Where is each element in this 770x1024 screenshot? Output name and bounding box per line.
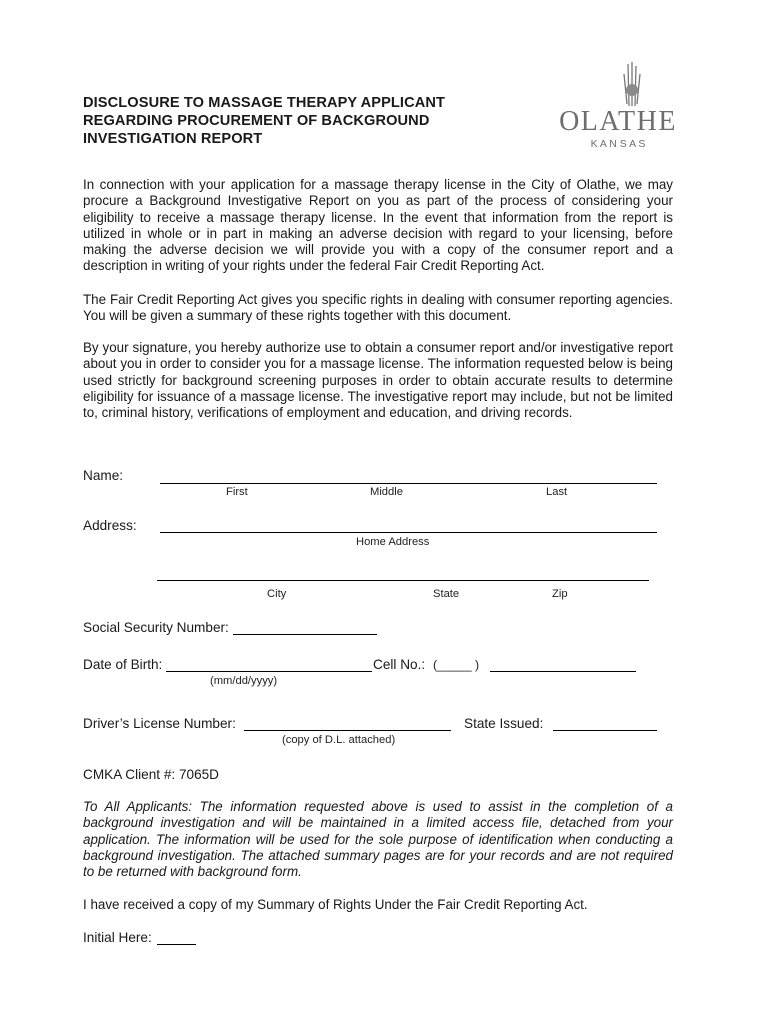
ssn-field[interactable] xyxy=(233,634,377,635)
applicants-note: To All Applicants: The information requested above is used to assist in the completion of a background investigation and will be maintained in a limited access file, detached from your application. The information will be used for the sole purpose of identification when conducting a background investigation. The attached summary pages are for your records and are not required to be returned with background form. xyxy=(83,799,673,880)
state-issued-label: State Issued: xyxy=(464,716,544,731)
last-name-caption: Last xyxy=(546,486,568,498)
initial-label: Initial Here: xyxy=(83,930,152,945)
middle-name-caption: Middle xyxy=(370,486,403,498)
cell-label: Cell No.: xyxy=(373,657,426,672)
home-address-field[interactable] xyxy=(160,532,657,533)
city-state-zip-field[interactable] xyxy=(157,580,649,581)
cmka-client-number: CMKA Client #: 7065D xyxy=(83,767,220,782)
intro-paragraph: In connection with your application for a massage therapy license in the City of Olathe, we may procure a Background Investigative Report on you as part of the process of considering your eligibility to receive a massage therapy license. In the event that information from the report is utilized in whole or in part in making an adverse decision with regard to your licensing, before making the adverse decision we will provide you with a copy of the consumer report and a description in writing of your rights under the federal Fair Credit Reporting Act. xyxy=(83,177,673,274)
cell-number-field[interactable] xyxy=(490,671,636,672)
title-line-1: DISCLOSURE TO MASSAGE THERAPY APPLICANT xyxy=(83,95,446,111)
document-title xyxy=(83,94,513,148)
dob-caption: (mm/dd/yyyy) xyxy=(210,675,278,687)
logo-subtitle: K A N S A S xyxy=(590,138,646,150)
olathe-logo-icon xyxy=(548,60,688,152)
initial-field[interactable] xyxy=(157,944,196,945)
dl-caption: (copy of D.L. attached) xyxy=(282,734,396,746)
fcra-paragraph: The Fair Credit Reporting Act gives you specific rights in dealing with consumer reporting agencies. You will be given a summary of these rights together with this document. xyxy=(83,292,673,324)
olathe-logo xyxy=(548,60,688,152)
dl-number-field[interactable] xyxy=(244,730,451,731)
authorization-paragraph: By your signature, you hereby authorize use to obtain a consumer report and/or investigative report about you in order to consider you for a massage license. The information requested below is being used strictly for background screening purposes in order to obtain accurate results to determine eligibility for issuance of a massage license. The investigative report may include, but not be limited to, criminal history, verifications of employment and education, and driving records. xyxy=(83,340,673,421)
state-issued-field[interactable] xyxy=(553,730,657,731)
first-name-caption: First xyxy=(226,486,248,498)
zip-caption: Zip xyxy=(552,588,568,600)
dob-label: Date of Birth: xyxy=(83,657,163,672)
ssn-label: Social Security Number: xyxy=(83,620,229,635)
name-label: Name: xyxy=(83,468,124,483)
receipt-statement: I have received a copy of my Summary of Rights Under the Fair Credit Reporting Act. xyxy=(83,897,588,912)
city-caption: City xyxy=(267,588,287,600)
address-label: Address: xyxy=(83,518,137,533)
logo-sun-icon xyxy=(626,84,638,96)
cell-area-code-field[interactable]: (_____ ) xyxy=(433,658,480,672)
dob-field[interactable] xyxy=(166,671,372,672)
home-address-caption: Home Address xyxy=(356,536,430,548)
state-caption: State xyxy=(433,588,460,600)
title-line-2: REGARDING PROCUREMENT OF BACKGROUND xyxy=(83,113,430,129)
title-line-3: INVESTIGATION REPORT xyxy=(83,131,263,147)
name-field[interactable] xyxy=(160,483,657,484)
logo-wordmark: OLATHE xyxy=(559,106,677,137)
dl-label: Driver’s License Number: xyxy=(83,716,236,731)
